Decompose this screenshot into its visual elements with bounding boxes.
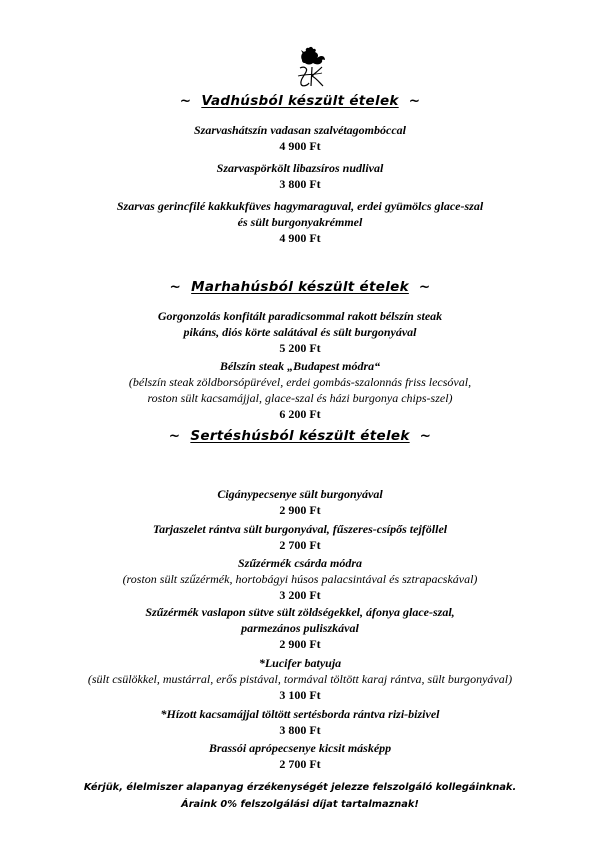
item-description: (bélszín steak zöldborsópürével, erdei gombás-szalonnás friss lecsóval, [128,375,472,389]
item-name: Bélszín steak „Budapest módra“ [219,359,381,373]
item-price: 3 200 Ft [279,588,321,602]
title-prefix: ~ [179,93,192,109]
menu-item [0,706,600,738]
item-name: *Lucifer batyuja [258,656,342,670]
item-name: Gorgonzolás konfitált paradicsommal rakott bélszín steak [157,309,443,323]
item-name: pikáns, diós körte salátával és sült burgonyával [183,325,417,339]
title-suffix: ~ [408,93,421,109]
menu-item [0,160,600,192]
menu-item [0,358,600,422]
item-price: 5 200 Ft [279,341,321,355]
menu-item [0,198,600,246]
item-price: 2 700 Ft [279,757,321,771]
item-price: 4 900 Ft [279,231,321,245]
item-price: 4 900 Ft [279,139,321,153]
section-title-beef [0,279,600,295]
menu-item [0,308,600,356]
section-title-text: Vadhúsból készült ételek [201,93,399,109]
allergen-note: Kérjük, élelmiszer alapanyag érzékenységét jelezze felszolgáló kollegáinknak. [83,782,517,793]
item-price: 3 800 Ft [279,723,321,737]
item-name: *Hízott kacsamájjal töltött sertésborda rántva rizi-bizivel [160,707,440,721]
menu-item [0,555,600,603]
menu-item [0,521,600,553]
item-name: Szűzérmék vaslapon sütve sült zöldségekkel, áfonya glace-szal, [145,605,455,619]
section-title-text: Sertéshúsból készült ételek [190,428,410,444]
item-name: és sült burgonyakrémmel [237,215,363,229]
item-price: 2 700 Ft [279,538,321,552]
service-charge-note: Áraink 0% felszolgálási díjat tartalmaznak! [181,799,419,810]
item-name: parmezános puliszkával [241,621,359,635]
item-price: 3 800 Ft [279,177,321,191]
item-description: (roston sült szűzérmék, hortobágyi húsos palacsintával és sztrapacskával) [122,572,478,586]
item-price: 6 200 Ft [279,407,321,421]
menu-item [0,740,600,772]
rooster-monogram-icon [292,46,328,90]
item-name: Szűzérmék csárda módra [237,556,362,570]
title-prefix: ~ [169,279,182,295]
section-title-pork [0,428,600,444]
item-name: Szarvashátszín vadasan szalvétagombóccal [193,123,406,137]
menu-item [0,604,600,652]
item-description: roston sült kacsamájjal, glace-szal és házi burgonya chips-szel) [147,391,453,405]
title-suffix: ~ [418,279,431,295]
item-price: 2 900 Ft [279,637,321,651]
menu-item [0,486,600,518]
section-title-venison [0,93,600,109]
title-prefix: ~ [168,428,181,444]
section-title-text: Marhahúsból készült ételek [191,279,409,295]
menu-item [0,655,600,703]
item-name: Tarjaszelet rántva sült burgonyával, fűszeres-csípős tejföllel [152,522,448,536]
item-name: Szarvas gerincfilé kakkukfüves hagymaraguval, erdei gyümölcs glace-szal [116,199,484,213]
item-description: (sült csülökkel, mustárral, erős pistával, tormával töltött karaj rántva, sült burgonyával) [87,672,513,686]
item-name: Cigánypecsenye sült burgonyával [217,487,383,501]
item-price: 2 900 Ft [279,503,321,517]
item-price: 3 100 Ft [279,688,321,702]
item-name: Szarvaspörkölt libazsíros nudlival [216,161,384,175]
menu-item [0,122,600,154]
item-name: Brassói aprópecsenye kicsit másképp [208,741,392,755]
title-suffix: ~ [419,428,432,444]
